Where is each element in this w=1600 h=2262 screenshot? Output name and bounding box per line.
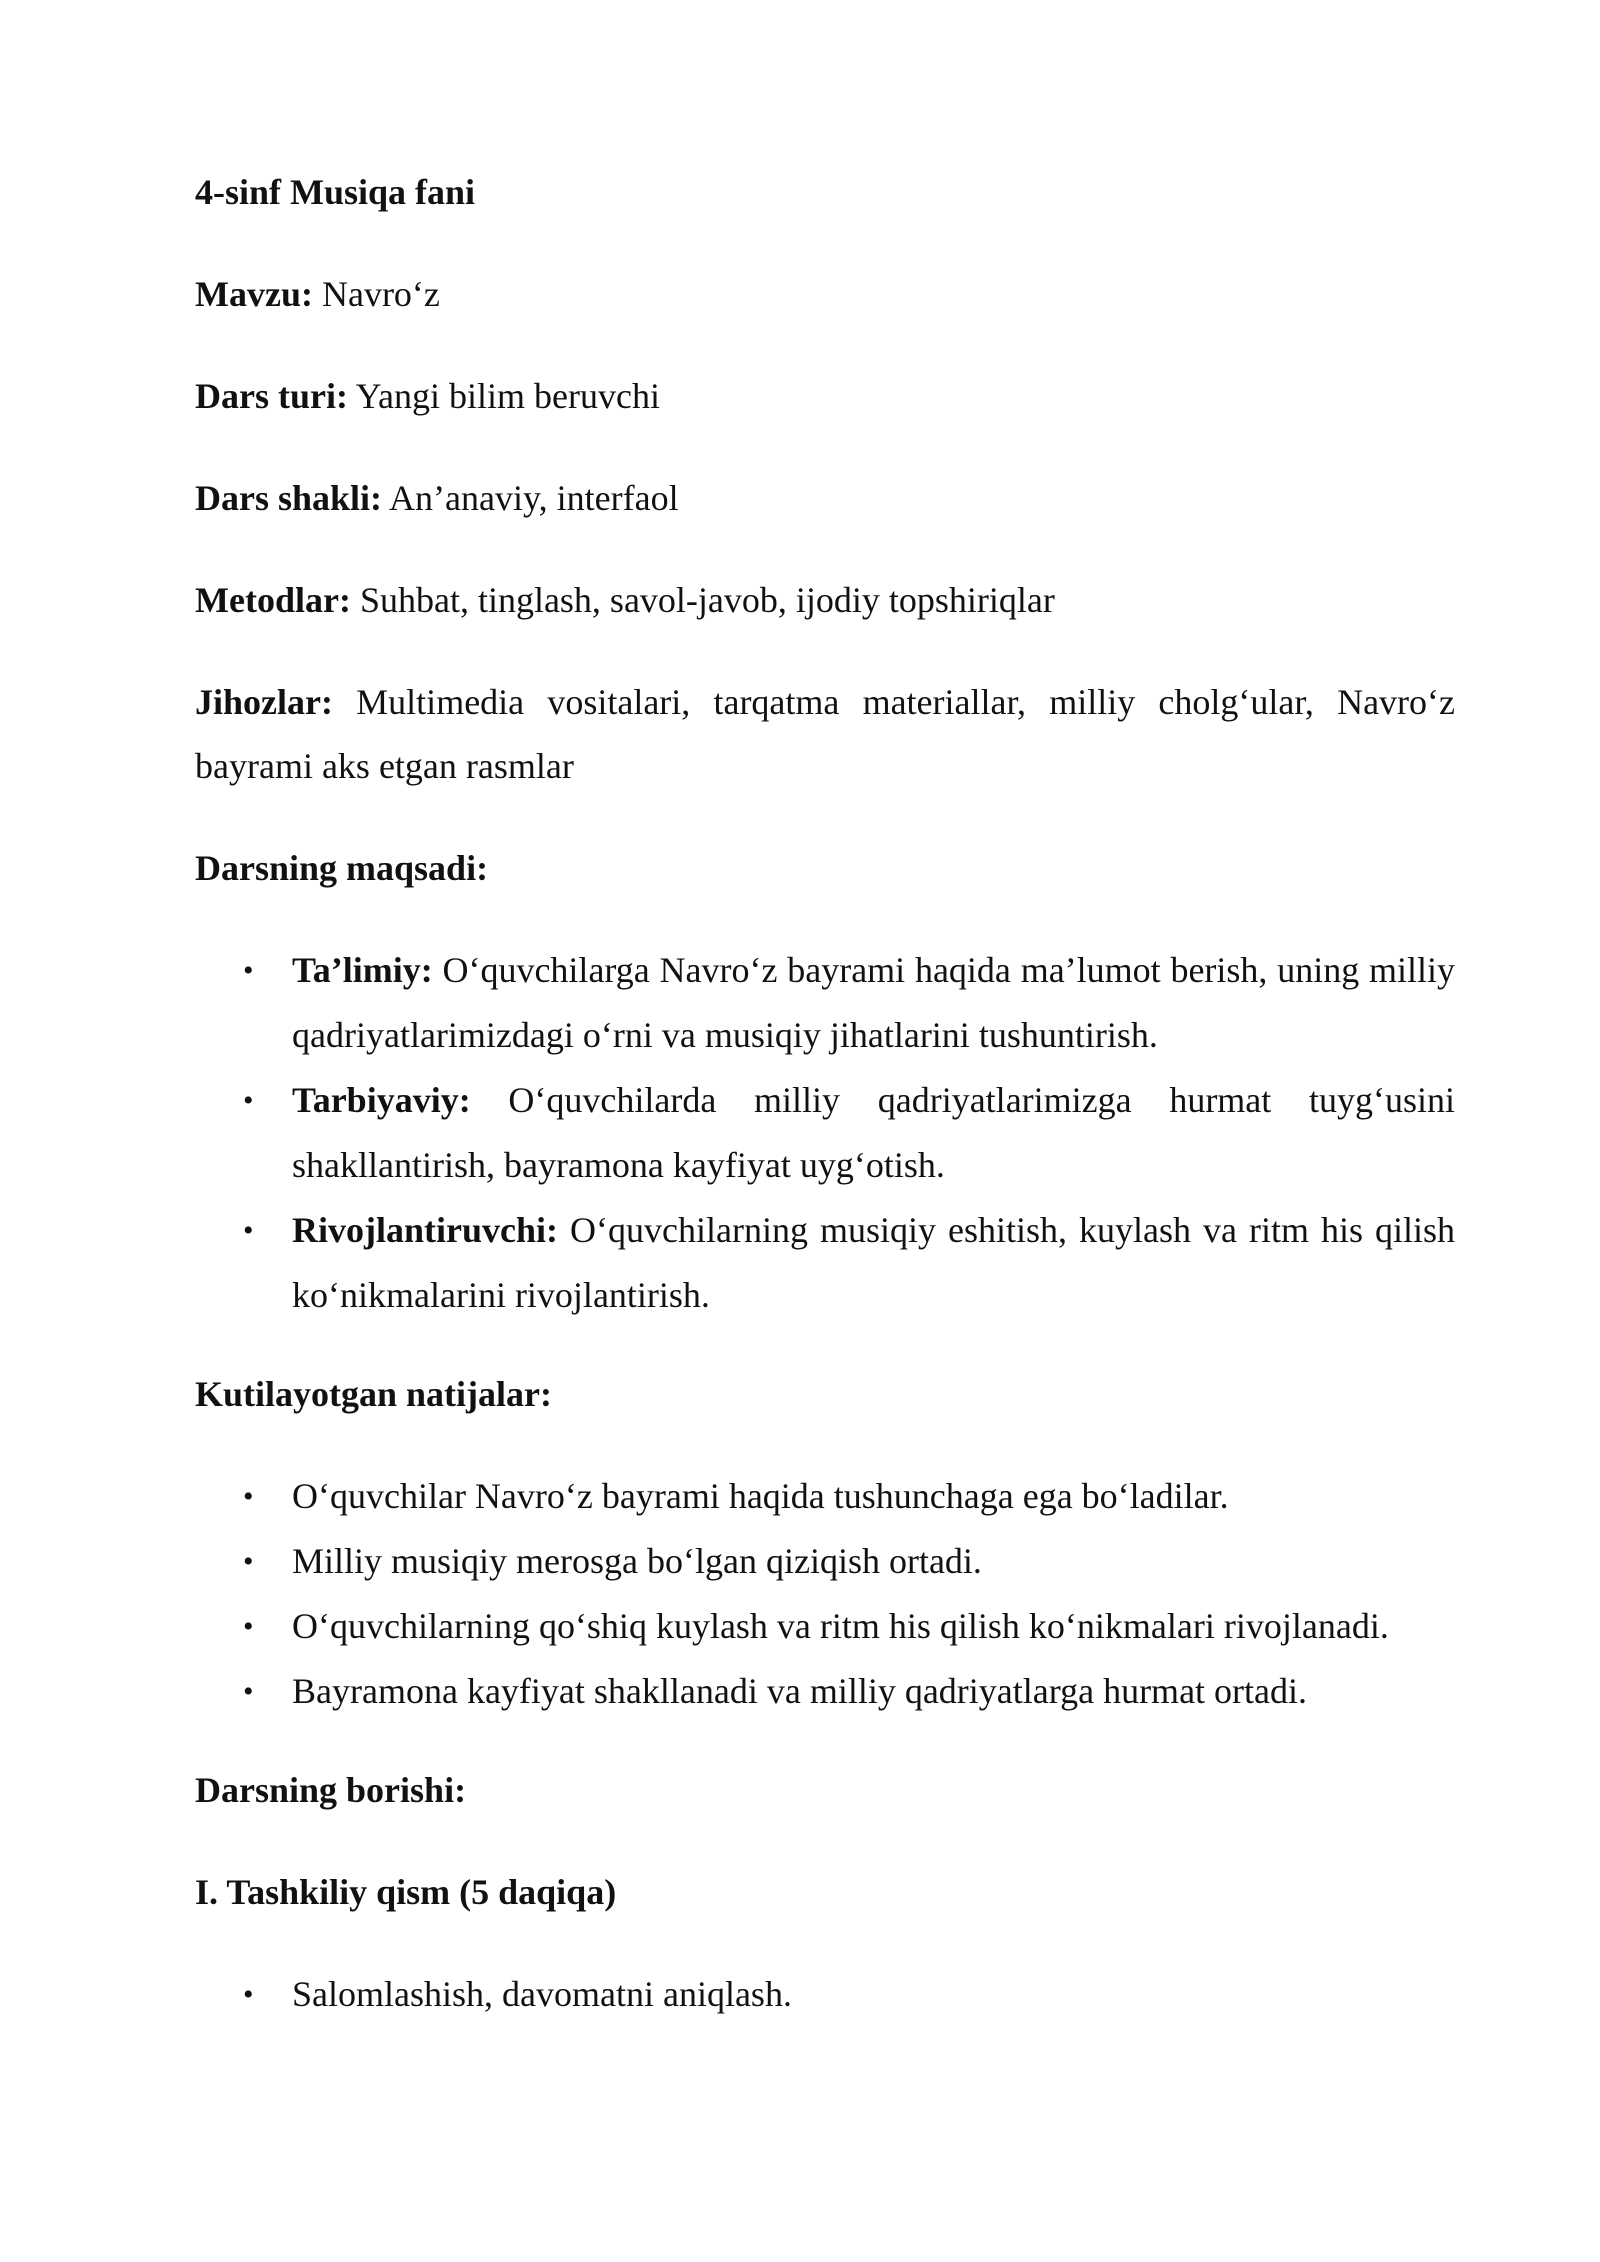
bullet-icon: • [243,1675,254,1708]
list-item [195,1068,1455,1198]
list-item [195,938,1455,1068]
section1-list [195,1962,1455,2027]
bullet-icon: • [243,1084,254,1117]
maqsad-item-label: Ta’limiy: [292,950,433,990]
maqsad-item-text: O‘quvchilarda milliy qadriyatlarimizga hurmat tuyg‘usini shakllantirish, bayramona kayfiyat uyg‘otish. [292,1080,1455,1185]
maqsad-item-text: O‘quvchilarning musiqiy eshitish, kuylash va ritm his qilish ko‘nikmalarini rivojlantirish. [292,1210,1456,1315]
bullet-icon: • [243,1978,254,2011]
section1-item-text: Salomlashish, davomatni aniqlash. [292,1974,792,2014]
mavzu-value: Navro‘z [321,274,440,314]
list-item [195,1659,1455,1724]
section1-heading: I. Tashkiliy qism (5 daqiqa) [195,1872,617,1912]
jihozlar-value: Multimedia vositalari, tarqatma materiallar, milliy cholg‘ular, Navro‘z bayrami aks etgan rasmlar [195,682,1456,786]
list-item [195,1529,1455,1594]
dars-shakli-label: Dars shakli: [195,478,383,518]
maqsad-item-label: Rivojlantiruvchi: [292,1210,558,1250]
maqsad-heading: Darsning maqsadi: [195,848,489,888]
natija-item-text: Milliy musiqiy merosga bo‘lgan qiziqish ortadi. [292,1541,982,1581]
document-title: 4-sinf Musiqa fani [195,172,476,212]
natija-item-text: O‘quvchilar Navro‘z bayrami haqida tushunchaga ega bo‘ladilar. [292,1476,1229,1516]
metodlar-line [195,568,1455,632]
bullet-icon: • [243,1480,254,1513]
bullet-icon: • [243,1610,254,1643]
borishi-heading: Darsning borishi: [195,1770,467,1810]
metodlar-value: Suhbat, tinglash, savol-javob, ijodiy topshiriqlar [359,580,1055,620]
list-item [195,1198,1455,1328]
dars-shakli-value: An’anaviy, interfaol [389,478,679,518]
metodlar-label: Metodlar: [195,580,351,620]
dars-turi-label: Dars turi: [195,376,348,416]
dars-turi-line [195,364,1455,428]
bullet-icon: • [243,1214,254,1247]
dars-turi-value: Yangi bilim beruvchi [355,376,660,416]
maqsad-item-text: O‘quvchilarga Navro‘z bayrami haqida ma’lumot berish, uning milliy qadriyatlarimizdagi o‘rni va musiqiy jihatlarini tushuntirish. [292,950,1455,1055]
list-item [195,1594,1455,1659]
mavzu-line [195,262,1455,326]
mavzu-label: Mavzu: [195,274,313,314]
jihozlar-paragraph [195,670,1455,798]
natija-item-text: Bayramona kayfiyat shakllanadi va milliy qadriyatlarga hurmat ortadi. [292,1671,1308,1711]
natija-item-text: O‘quvchilarning qo‘shiq kuylash va ritm his qilish ko‘nikmalari rivojlanadi. [292,1606,1389,1646]
natijalar-list [195,1464,1455,1724]
bullet-icon: • [243,1545,254,1578]
bullet-icon: • [243,954,254,987]
list-item [195,1962,1455,2027]
jihozlar-label: Jihozlar: [195,682,333,722]
maqsad-item-label: Tarbiyaviy: [292,1080,471,1120]
list-item [195,1464,1455,1529]
dars-shakli-line [195,466,1455,530]
maqsad-list [195,938,1455,1328]
natijalar-heading: Kutilayotgan natijalar: [195,1374,552,1414]
